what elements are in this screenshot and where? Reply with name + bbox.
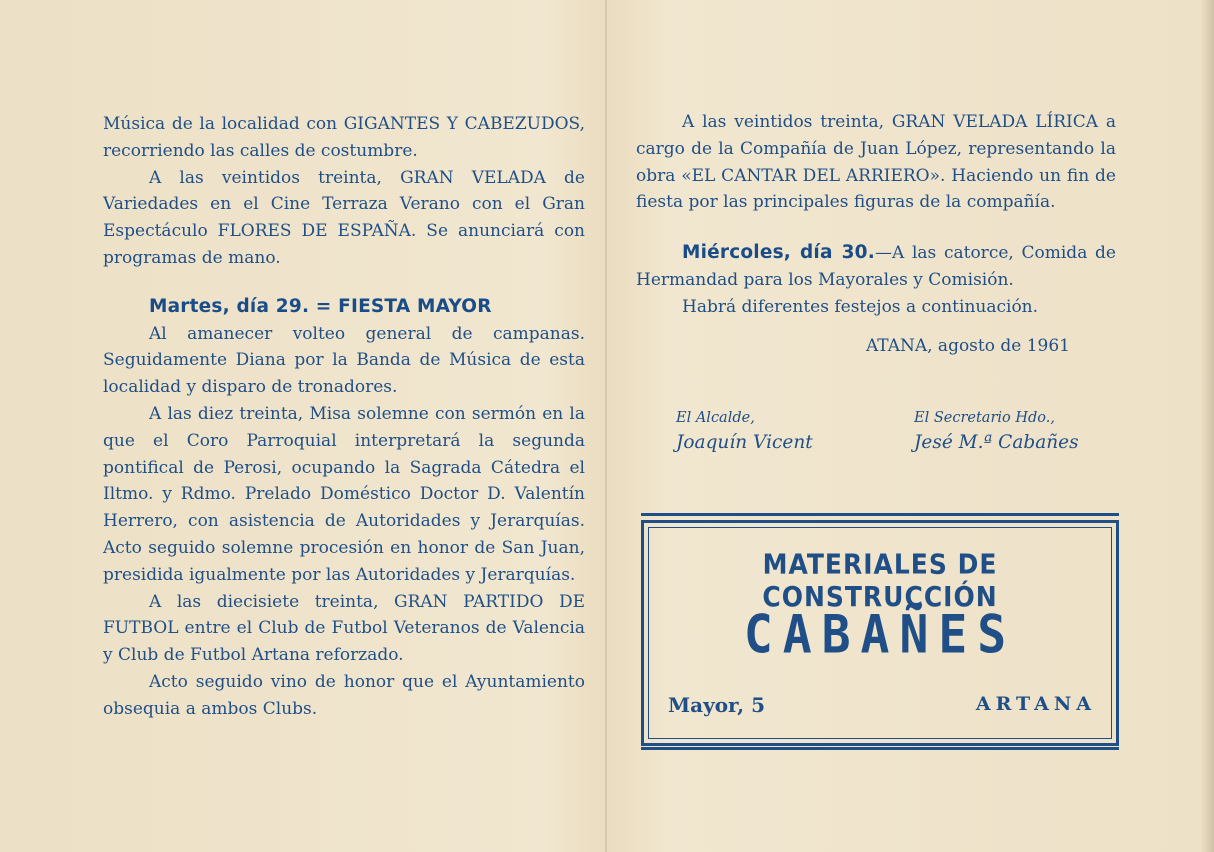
miercoles-text: —A las catorce, Comida de Hermandad para los Mayorales y Comisión. xyxy=(636,243,1116,290)
ad-top-rule xyxy=(641,513,1119,516)
miercoles-paragraph xyxy=(636,240,1116,294)
ad-business-type: MATERIALES DE CONSTRUCCIÓN xyxy=(762,547,998,613)
ad-town: ARTANA xyxy=(975,693,1096,715)
page-edge-shadow xyxy=(1200,0,1214,852)
left-paragraph-6: Acto seguido vino de honor que el Ayuntamiento obsequia a ambos Clubs. xyxy=(103,671,585,719)
advertisement-box xyxy=(641,520,1119,746)
signature-role: El Alcalde, xyxy=(676,410,755,426)
left-paragraph-1: Música de la localidad con GIGANTES Y CABEZUDOS, recorriendo las calles de costumbre. xyxy=(103,114,585,161)
signature-name: Joaquín Vicent xyxy=(676,432,813,453)
left-paragraph-4: A las diez treinta, Misa solemne con sermón en la que el Coro Parroquial interpretará la segunda pontifical de Perosi, ocupando la Sagrada Cátedra el Iltmo. y Rdmo. Prelado Doméstico Doctor D. Valentín Herrero, con asistencia de Autoridades y Jerarquías. Acto seguido solemne procesión en honor de San Juan, presidida igualmente por las Autoridades y Jerarquías. xyxy=(103,403,585,585)
left-paragraph-2: A las veintidos treinta, GRAN VELADA de Variedades en el Cine Terraza Verano con el Gran Espectáculo FLORES DE ESPAÑA. Se anunciará con programas de mano. xyxy=(103,167,585,268)
ad-bottom-rule xyxy=(641,747,1119,750)
left-paragraph-3: Al amanecer volteo general de campanas. Seguidamente Diana por la Banda de Música de esta localidad y disparo de tronadores. xyxy=(103,323,585,398)
miercoles-heading: Miércoles, día 30. xyxy=(682,242,875,264)
ad-business-name: CABAÑES xyxy=(743,604,1017,666)
signature-name: Jesé M.ª Cabañes xyxy=(914,432,1079,453)
martes-heading: Martes, día 29. = FIESTA MAYOR xyxy=(149,295,492,317)
signature-secretary xyxy=(914,410,1079,453)
right-paragraph-2: Habrá diferentes festejos a continuación. xyxy=(682,296,1039,317)
page-fold xyxy=(605,0,607,852)
signature-role: El Secretario Hdo., xyxy=(914,410,1055,426)
ad-address: Mayor, 5 xyxy=(668,693,765,717)
left-paragraph-5: A las diecisiete treinta, GRAN PARTIDO DE FUTBOL entre el Club de Futbol Veteranos de Valencia y Club de Futbol Artana reforzado. xyxy=(103,591,585,666)
place-date: ATANA, agosto de 1961 xyxy=(865,335,1070,356)
right-column xyxy=(636,109,1116,359)
signature-mayor xyxy=(676,410,813,453)
left-column xyxy=(103,111,585,723)
right-paragraph-1: A las veintidos treinta, GRAN VELADA LÍRICA a cargo de la Compañía de Juan López, representando la obra «EL CANTAR DEL ARRIERO». Haciendo un fin de fiesta por las principales figuras de la compañía. xyxy=(636,112,1116,213)
